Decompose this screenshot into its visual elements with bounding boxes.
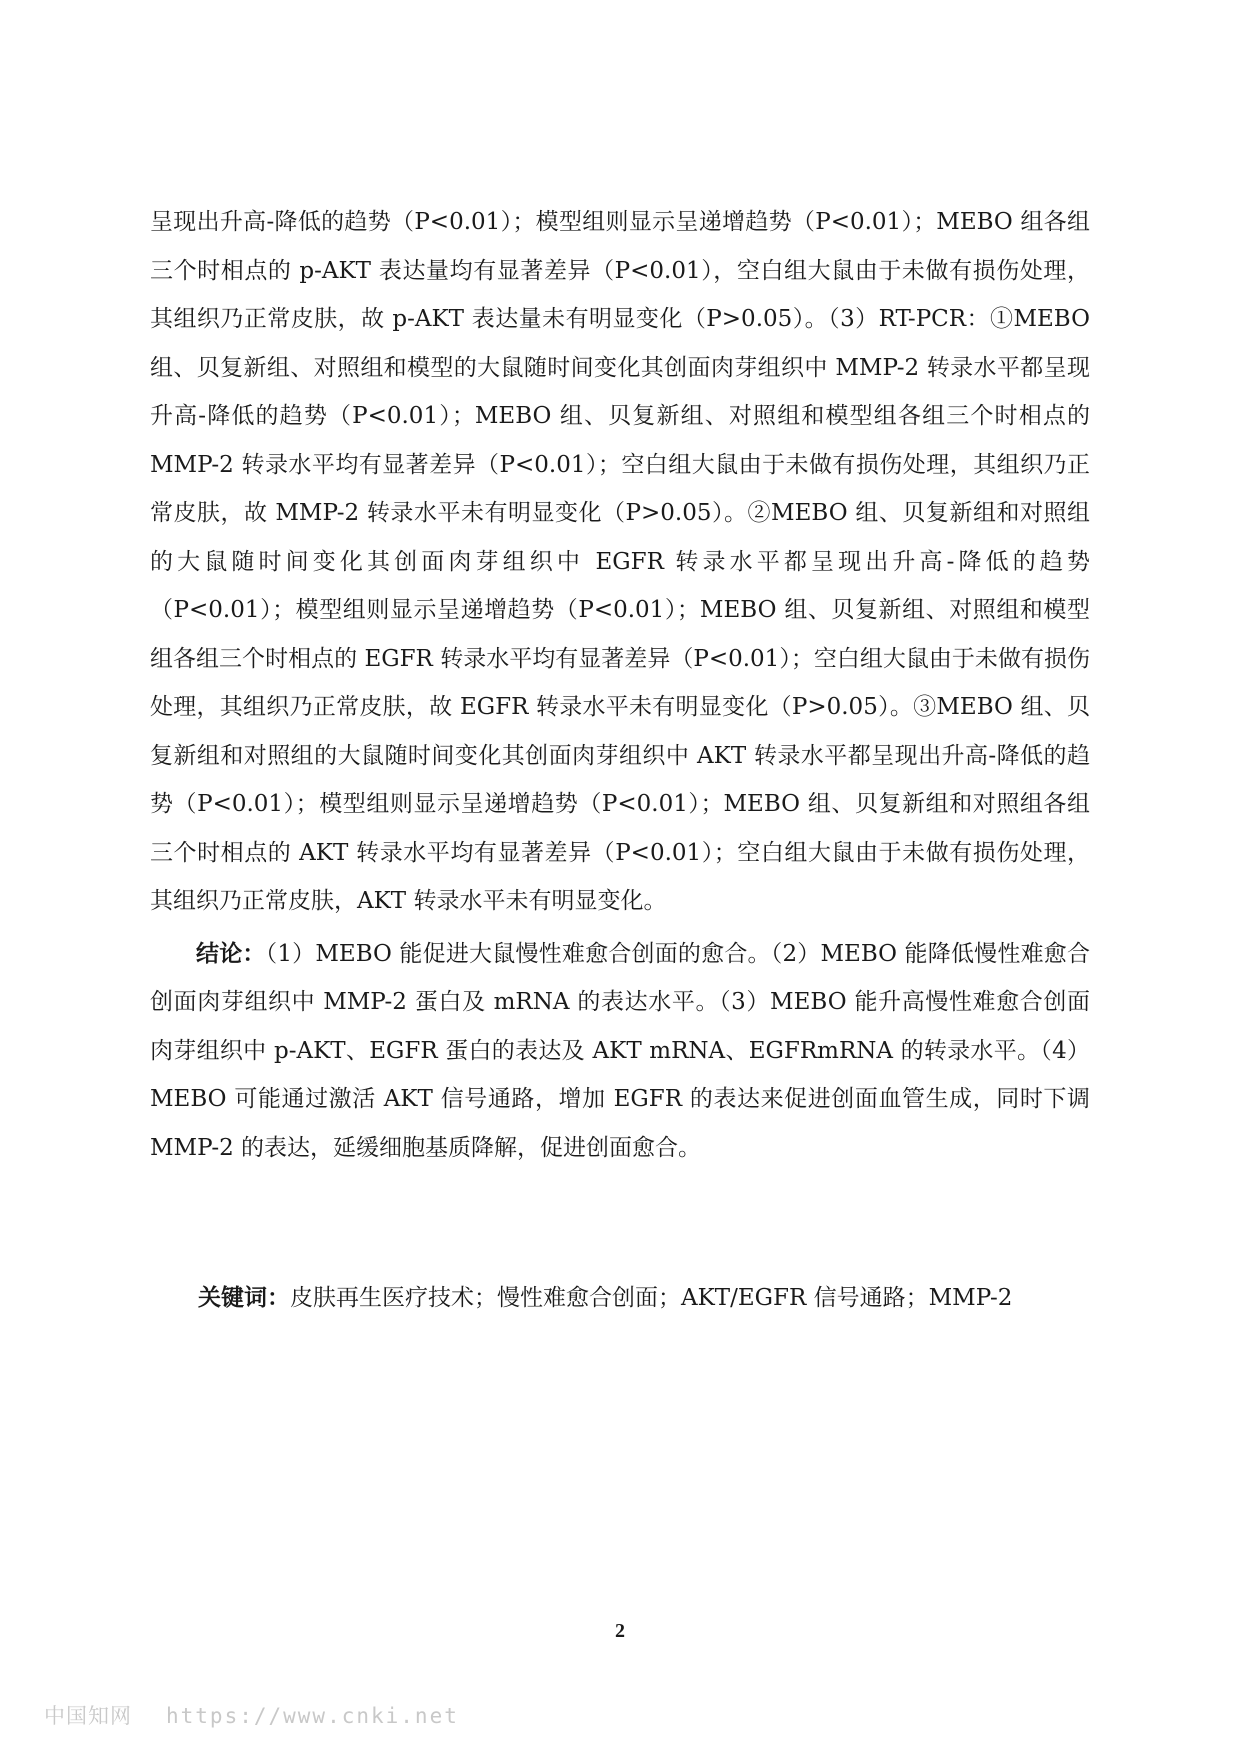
keywords-text: 皮肤再生医疗技术；慢性难愈合创面；AKT/EGFR 信号通路；MMP-2 [290,1285,1013,1311]
conclusion-text: （1）MEBO 能促进大鼠慢性难愈合创面的愈合。（2）MEBO 能降低慢性难愈合创面肉芽组织中 MMP-2 蛋白及 mRNA 的表达水平。（3）MEBO 能升高慢性难愈合创面肉芽组织中 p-AKT、EGFR 蛋白的表达及 AKT mRNA、EGFRmRNA 的转录水平。（4）MEBO 可能通过激活 AKT 信号通路，增加 EGFR 的表达来促进创面血管生成，同时下调 MMP-2 的表达，延缓细胞基质降解，促进创面愈合。 [150,940,1091,1161]
body-text [150,198,1090,1172]
watermark-site-name: 中国知网 [44,1704,132,1728]
keywords-label: 关键词： [198,1285,290,1311]
watermark [44,1700,459,1730]
results-paragraph: 呈现出升高-降低的趋势（P<0.01）；模型组则显示呈递增趋势（P<0.01）；MEBO 组各组三个时相点的 p-AKT 表达量均有显著差异（P<0.01），空白组大鼠由于未做有损伤处理，其组织乃正常皮肤，故 p-AKT 表达量未有明显变化（P>0.05）。（3）RT-PCR：①MEBO 组、贝复新组、对照组和模型的大鼠随时间变化其创面肉芽组织中 MMP-2 转录水平都呈现升高-降低的趋势（P<0.01）；MEBO 组、贝复新组、对照组和模型组各组三个时相点的 MMP-2 转录水平均有显著差异（P<0.01）；空白组大鼠由于未做有损伤处理，其组织乃正常皮肤，故 MMP-2 转录水平未有明显变化（P>0.05）。②MEBO 组、贝复新组和对照组的大鼠随时间变化其创面肉芽组织中 EGFR 转录水平都呈现出升高-降低的趋势（P<0.01）；模型组则显示呈递增趋势（P<0.01）；MEBO 组、贝复新组、对照组和模型组各组三个时相点的 EGFR 转录水平均有显著差异（P<0.01）；空白组大鼠由于未做有损伤处理，其组织乃正常皮肤，故 EGFR 转录水平未有明显变化（P>0.05）。③MEBO 组、贝复新组和对照组的大鼠随时间变化其创面肉芽组织中 AKT 转录水平都呈现出升高-降低的趋势（P<0.01）；模型组则显示呈递增趋势（P<0.01）；MEBO 组、贝复新组和对照组各组三个时相点的 AKT 转录水平均有显著差异（P<0.01）；空白组大鼠由于未做有损伤处理，其组织乃正常皮肤，AKT 转录水平未有明显变化。 [150,209,1090,914]
conclusion-paragraph [150,930,1090,1173]
page-number: 2 [615,1620,625,1642]
conclusion-label: 结论： [196,940,266,967]
watermark-url: https://www.cnki.net [166,1704,459,1728]
keywords-line [198,1278,1098,1318]
